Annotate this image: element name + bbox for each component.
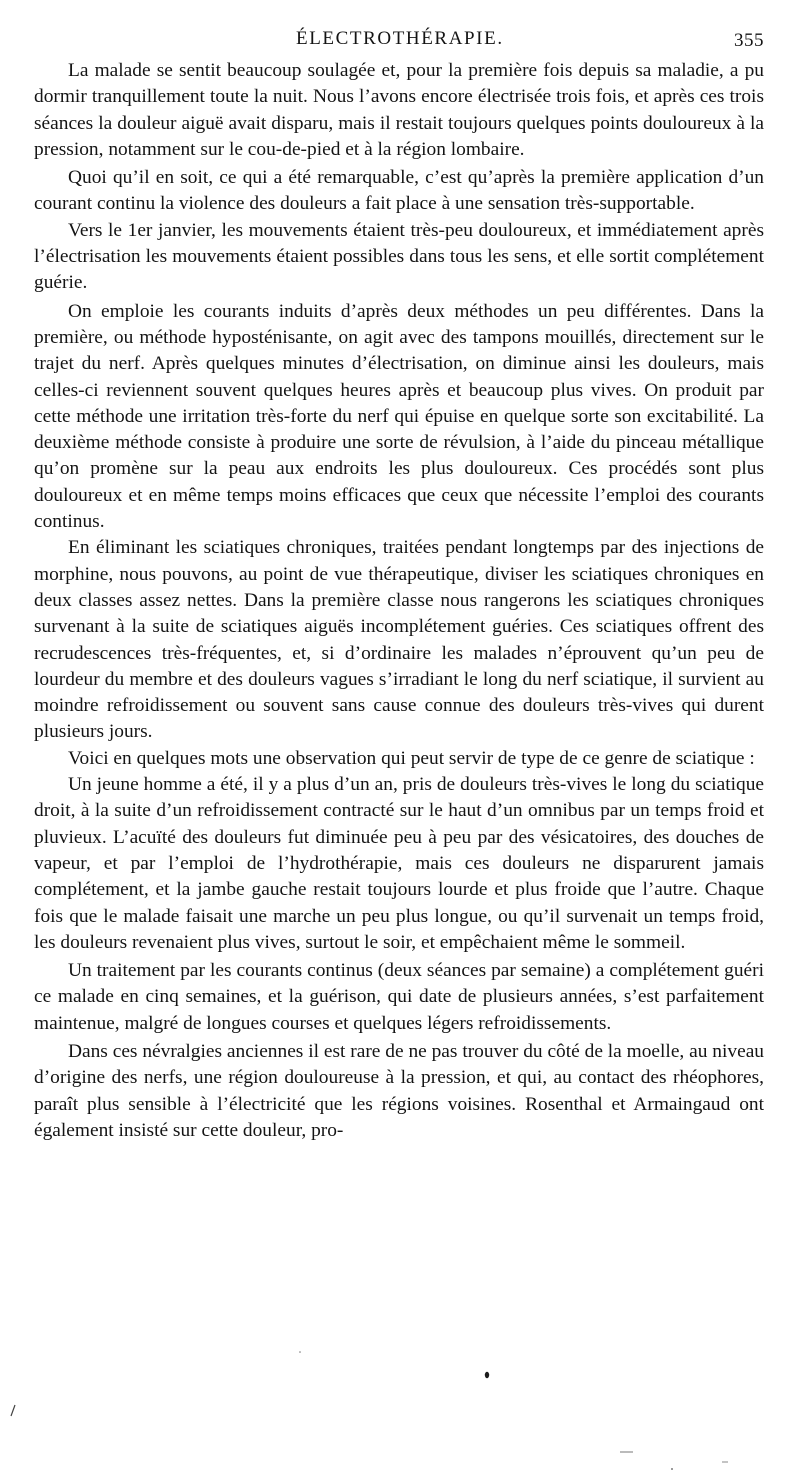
paragraph-8: Un traitement par les courants continus (deux séances par semaine) a complétement guéri ce malade en cinq semaines, et la guérison, qui date de plusieurs années, s’est parfaitement maintenue, malgré de longues courses et quelques légers refroidissements. bbox=[34, 960, 764, 1034]
ink-speck bbox=[299, 1351, 301, 1353]
paragraph-4: On emploie les courants induits d’après deux méthodes un peu différentes. Dans la première, ou méthode hyposténisante, on agit avec des tampons mouillés, directement sur le trajet du nerf. Après quelques minutes d’électrisation, on diminue ainsi les douleurs, mais celles-ci reviennent souvent quelques heures après et beaucoup plus vives. On produit par cette méthode une irritation très-forte du nerf qui épuise en quelque sorte son excitabilité. La deuxième méthode consiste à produire une sorte de révulsion, à l’aide du pinceau métallique qu’on promène sur la peau aux endroits les plus douloureux. Ces procédés sont plus douloureux et en même temps moins efficaces que ceux que nécessite l’emploi des courants continus. bbox=[34, 300, 764, 533]
ink-speck bbox=[485, 1372, 489, 1378]
page-number: 355 bbox=[734, 30, 764, 51]
paragraph-1: La malade se sentit beaucoup soulagée et, pour la première fois depuis sa maladie, a pu dormir tranquillement toute la nuit. Nous l’avons encore électrisée trois fois, et après ces trois séances la douleur aiguë avait disparu, mais il restait toujours quelques points douloureux à la pression, notamment sur le cou-de-pied et à la région lombaire. bbox=[34, 60, 764, 160]
paragraph-6: Voici en quelques mots une observation qui peut servir de type de ce genre de sciatique : bbox=[68, 747, 755, 769]
paragraph-3: Vers le 1er janvier, les mouvements étaient très-peu douloureux, et immédiatement après l’électrisation les mouvements étaient possibles dans tous les sens, et elle sortit complétement guérie. bbox=[34, 219, 764, 294]
running-title: ÉLECTROTHÉRAPIE. bbox=[296, 28, 504, 49]
paragraph-9: Dans ces névralgies anciennes il est rare de ne pas trouver du côté de la moelle, au niveau d’origine des nerfs, une région douloureuse à la pression, et qui, au contact des rhéophores, paraît plus sensible à l’électricité que les régions voisines. Rosenthal et Armaingaud ont également insisté sur cette douleur, pro- bbox=[34, 1040, 764, 1141]
ink-speck bbox=[671, 1468, 673, 1470]
paragraph-5: En éliminant les sciatiques chroniques, traitées pendant longtemps par des injections de morphine, nous pouvons, au point de vue thérapeutique, diviser les sciatiques chroniques en deux classes assez nettes. Dans la première classe nous rangerons les sciatiques chroniques survenant à la suite de sciatiques aiguës incomplétement guéries. Ces sciatiques offrent des recrudescences très-fréquentes, et, si d’ordinaire les malades n’éprouvent qu’un peu de lourdeur du membre et des douleurs vagues s’irradiant le long du nerf sciatique, il survient au moindre refroidissement ou souvent sans cause connue des douleurs très-vives qui durent plusieurs jours. bbox=[34, 537, 764, 743]
paragraph-2: Quoi qu’il en soit, ce qui a été remarquable, c’est qu’après la première application d’un courant continu la violence des douleurs a fait place à une sensation très-supportable. bbox=[34, 167, 764, 215]
body-text bbox=[34, 58, 764, 1144]
running-header bbox=[0, 28, 800, 58]
ink-speck bbox=[11, 1405, 15, 1416]
paragraph-7: Un jeune homme a été, il y a plus d’un an, pris de douleurs très-vives le long du sciatique droit, à la suite d’un refroidissement contracté sur le haut d’un omnibus par un temps froid et pluvieux. L’acuïté des douleurs fut diminuée peu à peu par des vésicatoires, des douches de vapeur, et par l’emploi de l’hydrothérapie, mais ces douleurs ne disparurent jamais complétement, et la jambe gauche restait toujours lourde et plus froide que l’autre. Chaque fois que le malade faisait une marche un peu plus longue, ou qu’il survenait un temps froid, les douleurs revenaient plus vives, surtout le soir, et empêchaient même le sommeil. bbox=[34, 774, 764, 953]
